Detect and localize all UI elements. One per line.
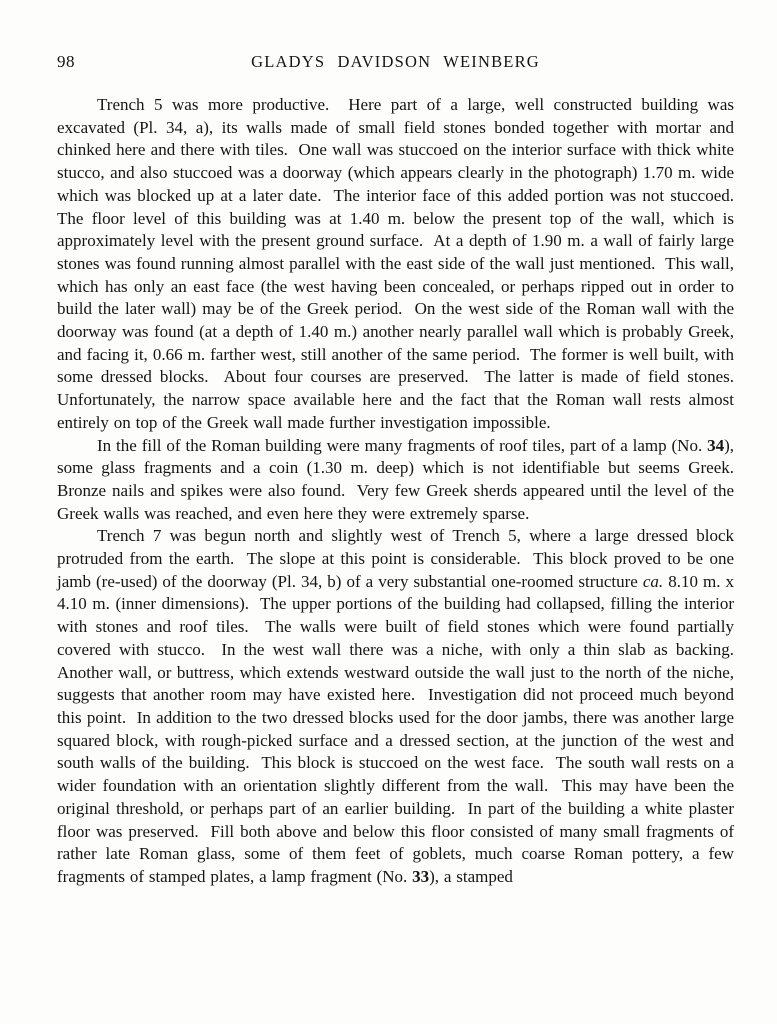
text-segment: 8.10 m. x 4.10 m. (inner dimensions). The upper portions of the building had collapsed, filling the interior with stones and roof tiles. The walls were built of field stones which were found partially covered with stucco. In the west wall there was a niche, with only a thin slab as backing. Another wall, or buttress, which extends westward outside the wall just to the north of the niche, suggests that another room may have existed here. Investigation did not proceed much beyond this point. In addition to the two dressed blocks used for the door jambs, there was another large squared block, with rough-picked surface and a dressed section, at the junction of the west and south walls of the building. This block is stuccoed on the west face. The south wall rests on a wider foundation with an orientation slightly different from the wall. This may have been the original threshold, or perhaps part of an earlier building. In part of the building a white plaster floor was preserved. Fill both above and below this floor consisted of many small fragments of rather late Roman glass, some of them feet of goblets, much coarse Roman pottery, a few fragments of stamped plates, a lamp fragment (No. — [57, 571, 744, 886]
text-segment: Trench 5 was more productive. Here part of a large, well constructed building was excavated (Pl. 34, a), its walls made of small field stones bonded together with mortar and chinked here and there with tiles. One wall was stuccoed on the interior surface with thick white stucco, and also stuccoed was a doorway (which appears clearly in the photograph) 1.70 m. wide which was blocked up at a later date. The interior face of this added portion was not stuccoed. The floor level of this building was at 1.40 m. below the present top of the wall, which is approximately level with the present ground surface. At a depth of 1.90 m. a wall of fairly large stones was found running almost parallel with the east side of the wall just mentioned. This wall, which has only an east face (the west having been concealed, or perhaps ripped out in order to build the later wall) may be of the Greek period. On the west side of the Roman wall with the doorway was found (at a depth of 1.40 m.) another nearly parallel wall which is probably Greek, and facing it, 0.66 m. farther west, still another of the same period. The former is well built, with some dressed blocks. About four courses are preserved. The latter is made of field stones. Unfortunately, the narrow space available here and the fact that the Roman wall rests almost entirely on top of the Greek wall made further investigation impossible. — [57, 95, 744, 432]
page-body — [57, 94, 744, 889]
paragraph-roman-fill — [57, 435, 744, 526]
paragraph-trench-7 — [57, 525, 744, 888]
catalogue-number-33: 33 — [412, 866, 430, 886]
circa-abbreviation: ca. — [642, 571, 664, 591]
page-header — [57, 52, 734, 74]
text-segment: Trench 7 was begun north and slightly west of Trench 5, where a large dressed block protruded from the earth. The slope at this point is considerable. This block proved to be one jamb (re-used) of the doorway (Pl. 34, b) of a very substantial one-roomed structure — [57, 526, 739, 591]
running-head: GLADYS DAVIDSON WEINBERG — [251, 52, 540, 71]
page-number: 98 — [57, 52, 75, 71]
text-segment: In the fill of the Roman building were many fragments of roof tiles, part of a lamp (No. — [97, 435, 708, 455]
text-segment: ), some glass fragments and a coin (1.30 m. deep) which is not identifiable but seems Greek. Bronze nails and spikes were also found. Very few Greek sherds appeared until the level of the Greek walls was reached, and even here they were extremely sparse. — [57, 435, 744, 523]
text-segment: ), a stamped — [429, 866, 513, 886]
catalogue-number-34: 34 — [707, 435, 725, 455]
paragraph-trench-5 — [57, 94, 744, 435]
